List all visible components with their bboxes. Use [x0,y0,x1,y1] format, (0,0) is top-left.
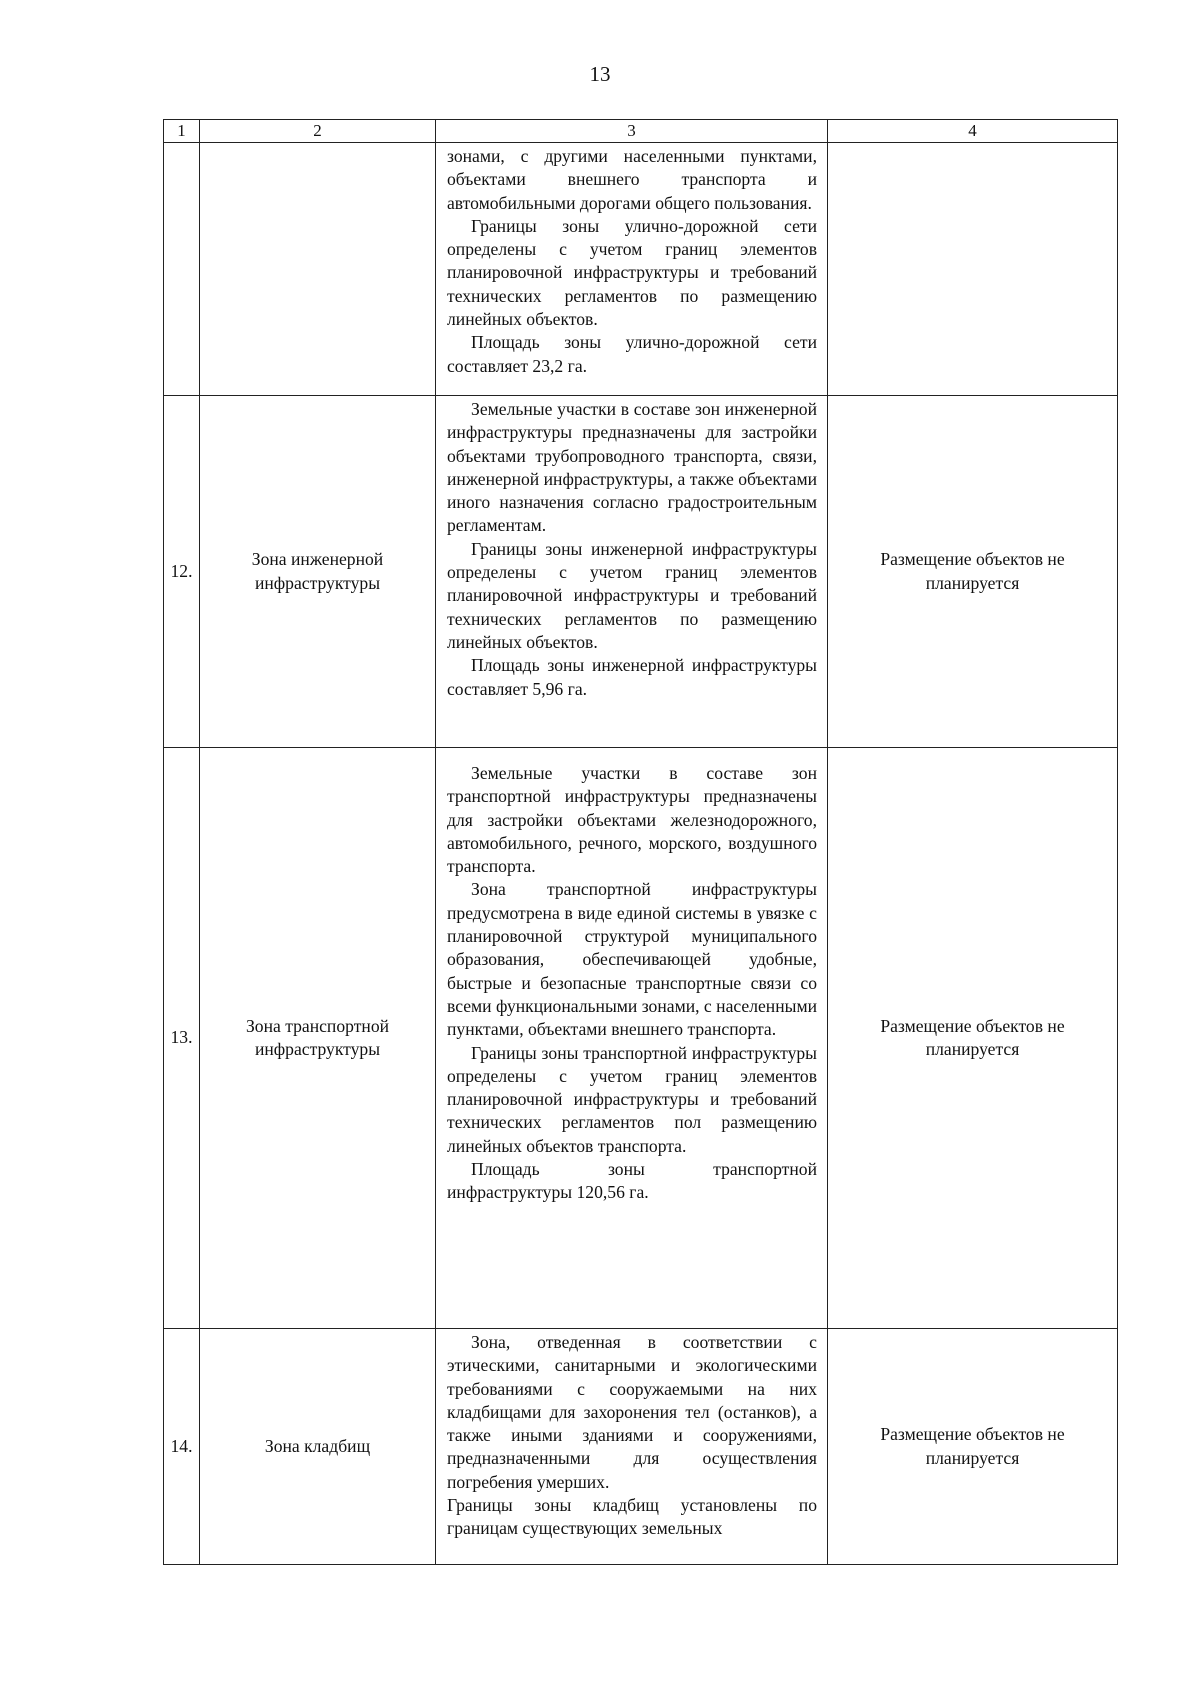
description-paragraph: Зона транспортной инфраструктуры предусмотрена в виде единой системы в увязке с планировочной структурой муниципального образования, обеспечивающей удобные, быстрые и безопасные транспортные связи со всеми функциональными зонами, с населенными пунктами, объектами внешнего транспорта. [447,879,817,1040]
zone-description [436,748,828,1329]
zone-description [436,1329,828,1565]
zone-description [436,396,828,748]
zone-note: Размещение объектов не планируется [828,396,1118,748]
table-header-row [164,120,1118,143]
header-col-2: 2 [200,120,436,143]
table-row [164,143,1118,396]
zone-note: Размещение объектов не планируется [828,748,1118,1329]
description-paragraph: Границы зоны улично-дорожной сети определены с учетом границ элементов планировочной инфраструктуры и требований технических регламентов по размещению линейных объектов. [447,215,817,330]
table-row [164,1329,1118,1565]
zone-name: Зона кладбищ [200,1329,436,1565]
table-row [164,396,1118,748]
description-paragraph: Границы зоны кладбищ установлены по границам существующих земельных [447,1495,817,1539]
page-number: 13 [589,62,611,86]
zone-description [436,143,828,396]
description-paragraph: Земельные участки в составе зон инженерной инфраструктуры предназначены для застройки объектами трубопроводного транспорта, связи, инженерной инфраструктуры, а также объектами иного назначения согласно градостроительным регламентам. [447,399,817,536]
header-col-4: 4 [828,120,1118,143]
zone-name [200,143,436,396]
zone-note: Размещение объектов не планируется [828,1329,1118,1565]
row-number: 14. [164,1329,200,1565]
row-number [164,143,200,396]
zone-name: Зона транспортной инфраструктуры [200,748,436,1329]
description-paragraph: Площадь зоны транспортной инфраструктуры 120,56 га. [447,1159,817,1203]
description-paragraph: Площадь зоны улично-дорожной сети составляет 23,2 га. [447,332,817,376]
description-paragraph: Границы зоны инженерной инфраструктуры определены с учетом границ элементов планировочной инфраструктуры и требований технических регламентов по размещению линейных объектов. [447,538,817,652]
description-paragraph: Площадь зоны инженерной инфраструктуры составляет 5,96 га. [447,655,817,699]
zone-note [828,143,1118,396]
header-col-3: 3 [436,120,828,143]
header-col-1: 1 [164,120,200,143]
row-number: 13. [164,748,200,1329]
description-paragraph: Зона, отведенная в соответствии с этическими, санитарными и экологическими требованиями с сооружаемыми на них кладбищами для захоронения тел (останков), а также иными зданиями и сооружениями, предназначенными для осуществления погребения умерших. [447,1332,817,1492]
description-paragraph: Земельные участки в составе зон транспортной инфраструктуры предназначены для застройки объектами железнодорожного, автомобильного, речного, морского, воздушного транспорта. [447,763,817,877]
zone-name: Зона инженерной инфраструктуры [200,396,436,748]
table-row [164,748,1118,1329]
row-number: 12. [164,396,200,748]
description-paragraph: зонами, с другими населенными пунктами, объектами внешнего транспорта и автомобильными дорогами общего пользования. [447,146,817,213]
zones-table [163,119,1118,1565]
description-paragraph: Границы зоны транспортной инфраструктуры определены с учетом границ элементов планировочной инфраструктуры и требований технических регламентов пол размещению линейных объектов транспорта. [447,1042,817,1156]
